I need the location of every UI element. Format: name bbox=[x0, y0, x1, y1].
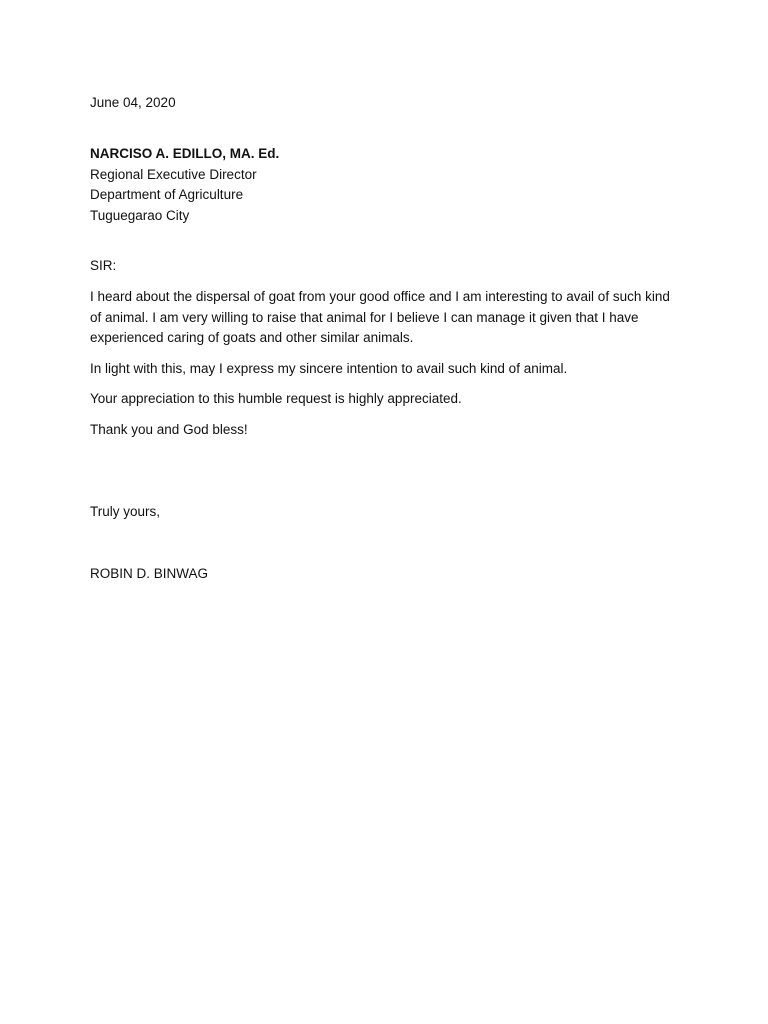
signature-name: ROBIN D. BINWAG bbox=[90, 566, 209, 581]
body-paragraph-appreciation: Your appreciation to this humble request is highly appreciated. bbox=[90, 391, 462, 406]
recipient-block bbox=[90, 144, 670, 226]
recipient-department: Department of Agriculture bbox=[90, 187, 244, 202]
body-paragraph-intention: In light with this, may I express my sincere intention to avail such kind of animal. bbox=[90, 360, 568, 376]
recipient-name: NARCISO A. EDILLO, MA. Ed. bbox=[90, 146, 280, 161]
recipient-title: Regional Executive Director bbox=[90, 166, 257, 182]
salutation: SIR: bbox=[90, 258, 117, 273]
letter-body bbox=[90, 93, 670, 585]
letter-date: June 04, 2020 bbox=[90, 95, 176, 110]
body-paragraph-thanks: Thank you and God bless! bbox=[90, 421, 248, 437]
closing: Truly yours, bbox=[90, 504, 161, 519]
recipient-city: Tuguegarao City bbox=[90, 207, 190, 223]
body-paragraph-request: I heard about the dispersal of goat from your good office and I am interesting to avail of such kind of animal. I am very willing to raise that animal for I believe I can manage it given that I have experienced caring of goats and other similar animals. bbox=[90, 289, 670, 345]
